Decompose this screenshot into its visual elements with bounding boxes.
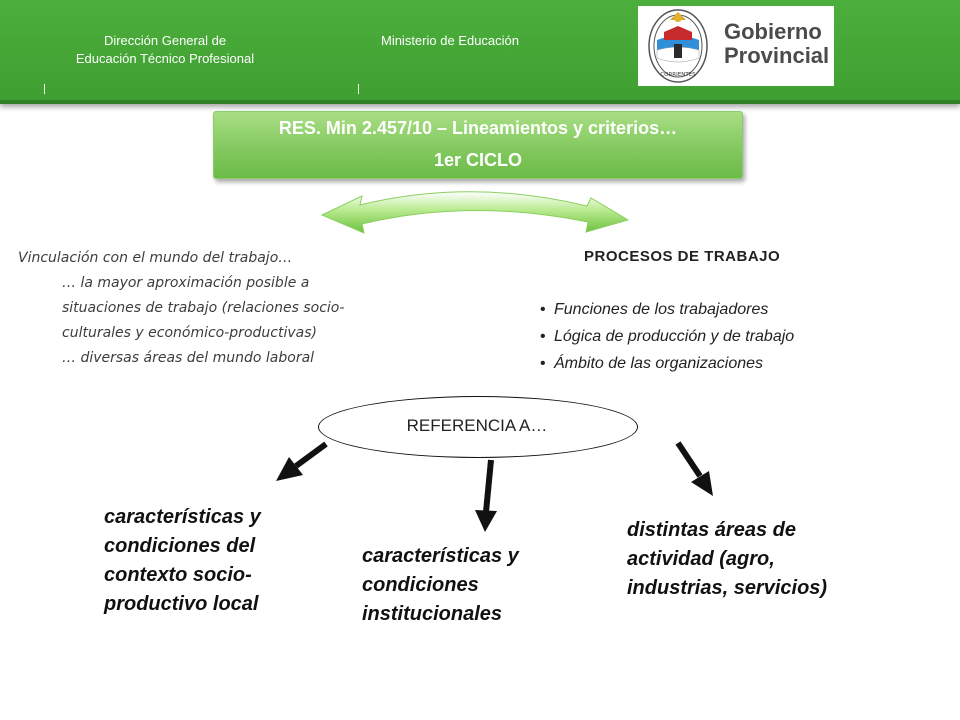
- outcome-right-line: actividad (agro,: [627, 548, 775, 570]
- outcome-middle-line: características y: [362, 545, 519, 567]
- outcome-middle-line: institucionales: [362, 603, 503, 625]
- procesos-item-label: Lógica de producción y de trabajo: [554, 328, 795, 345]
- outcome-left-line: características y: [104, 506, 261, 528]
- org-name-line1: Dirección General de: [103, 33, 227, 48]
- title-line1: RES. Min 2.457/10 – Lineamientos y criterios…: [278, 118, 678, 138]
- vinculacion-line: … la mayor aproximación posible a: [62, 275, 310, 291]
- list-item: [540, 323, 794, 350]
- vinculacion-heading: Vinculación con el mundo del trabajo…: [18, 250, 293, 266]
- ministry-name: Ministerio de Educación: [380, 33, 520, 48]
- vinculacion-line: culturales y económico-productivas): [62, 325, 317, 341]
- outcome-left: [104, 503, 334, 619]
- outcome-left-line: condiciones del: [104, 535, 256, 557]
- arrow-middle-icon: [475, 460, 497, 532]
- outcome-middle-line: condiciones: [362, 574, 479, 596]
- seal-caption: CORRIENTES: [660, 72, 696, 78]
- brand-line1: Gobierno: [724, 19, 822, 44]
- referencia-label: REFERENCIA A…: [406, 416, 548, 435]
- list-item: [540, 350, 794, 377]
- title-line2: 1er CICLO: [433, 150, 523, 170]
- outcome-right: [627, 516, 907, 603]
- outcome-left-line: productivo local: [104, 593, 259, 615]
- list-item: [540, 296, 794, 323]
- brand-line2: Provincial: [724, 43, 830, 68]
- procesos-list: [540, 296, 794, 377]
- outcome-right-line: industrias, servicios): [627, 577, 828, 599]
- outcome-middle: [362, 542, 582, 629]
- arrow-left-icon: [276, 444, 326, 481]
- procesos-title: PROCESOS DE TRABAJO: [584, 248, 781, 265]
- outcome-right-line: distintas áreas de: [627, 519, 796, 541]
- procesos-item-label: Ámbito de las organizaciones: [554, 355, 764, 372]
- curved-double-arrow-icon: [322, 192, 628, 233]
- arrow-right-icon: [678, 443, 713, 496]
- vinculacion-text: [18, 246, 438, 371]
- procesos-item-label: Funciones de los trabajadores: [554, 301, 769, 318]
- vinculacion-line: situaciones de trabajo (relaciones socio-: [62, 300, 345, 316]
- vinculacion-line: … diversas áreas del mundo laboral: [62, 350, 315, 366]
- outcome-left-line: contexto socio-: [104, 564, 252, 586]
- org-name-line2: Educación Técnico Profesional: [75, 51, 255, 66]
